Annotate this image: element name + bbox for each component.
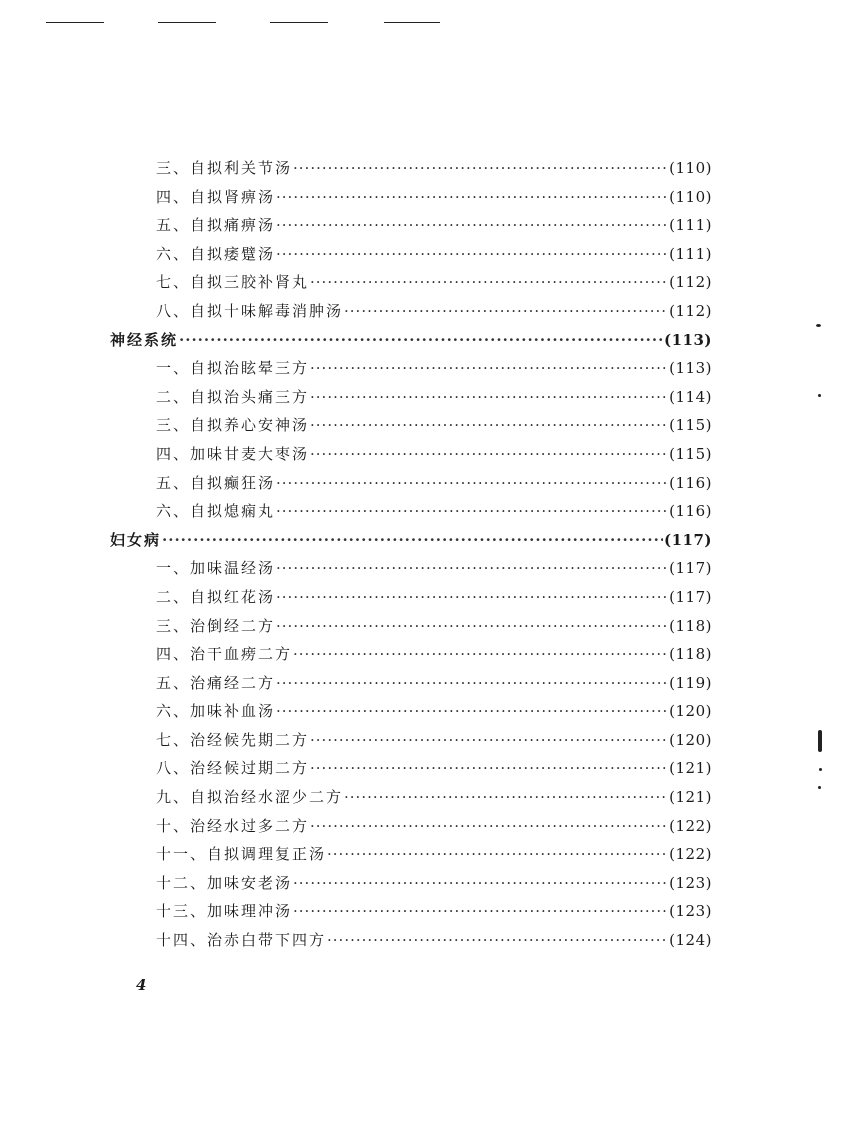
toc-entry[interactable] (110, 640, 712, 669)
dot-leader (310, 383, 668, 412)
toc-entry[interactable] (110, 583, 712, 612)
toc-entry[interactable] (110, 697, 712, 726)
dot-leader (327, 840, 668, 869)
toc-entry-page: (117) (663, 530, 712, 549)
toc-entry[interactable] (110, 612, 712, 641)
toc-entry-page: (110) (669, 187, 712, 206)
toc-entry-page: (119) (669, 673, 712, 692)
dot-leader (310, 726, 668, 755)
toc-entry-title: 一、加味温经汤 (156, 559, 276, 578)
toc-entry-page: (121) (669, 759, 712, 778)
toc-entry-title: 二、自拟红花汤 (156, 587, 276, 606)
toc-entry-page: (113) (669, 359, 712, 378)
dot-leader (293, 869, 668, 898)
toc-section-title: 妇女病 (110, 530, 162, 549)
toc-entry[interactable] (110, 411, 712, 440)
scan-speck (818, 394, 821, 397)
toc-entry-title: 四、自拟肾痹汤 (156, 187, 276, 206)
toc-section-title: 神经系统 (110, 330, 179, 349)
dot-leader (310, 754, 668, 783)
dot-leader (310, 411, 668, 440)
page-number: 4 (136, 976, 147, 994)
toc-section-heading[interactable] (110, 526, 712, 555)
toc-entry-title: 一、自拟治眩晕三方 (156, 359, 310, 378)
dot-leader (276, 583, 668, 612)
toc-entry-page: (111) (669, 216, 712, 235)
toc-entry[interactable] (110, 183, 712, 212)
dot-leader (327, 926, 668, 955)
toc-entry-title: 三、自拟利关节汤 (156, 159, 293, 177)
toc-entry-page: (118) (669, 645, 712, 664)
toc-entry[interactable] (110, 926, 712, 955)
toc-entry-page: (112) (669, 301, 712, 320)
toc-entry-page: (120) (669, 730, 712, 749)
dot-leader (310, 440, 668, 469)
toc-entry-title: 九、自拟治经水涩少二方 (156, 788, 344, 807)
toc-entry-title: 六、自拟熄痫丸 (156, 502, 276, 521)
toc-entry[interactable] (110, 354, 712, 383)
toc-entry-title: 十三、加味理冲汤 (156, 902, 293, 921)
scan-speck (819, 768, 822, 771)
dot-leader (310, 812, 668, 841)
toc-entry[interactable] (110, 440, 712, 469)
toc-entry-page: (110) (669, 159, 712, 177)
dot-leader (276, 669, 668, 698)
toc-entry-page: (118) (669, 616, 712, 635)
toc-entry[interactable] (110, 783, 712, 812)
header-rule-4 (384, 22, 440, 23)
toc-entry-title: 三、治倒经二方 (156, 616, 276, 635)
toc-section-heading[interactable] (110, 326, 712, 355)
table-of-contents (110, 154, 712, 955)
toc-entry-page: (124) (669, 931, 712, 950)
toc-entry[interactable] (110, 469, 712, 498)
toc-entry[interactable] (110, 669, 712, 698)
toc-entry-page: (123) (669, 873, 712, 892)
toc-entry-page: (122) (669, 845, 712, 864)
dot-leader (310, 268, 668, 297)
toc-entry[interactable] (110, 897, 712, 926)
toc-entry[interactable] (110, 754, 712, 783)
toc-entry-title: 五、自拟痛痹汤 (156, 216, 276, 235)
toc-entry-title: 十四、治赤白带下四方 (156, 931, 327, 950)
dot-leader (276, 554, 668, 583)
toc-entry-page: (115) (669, 444, 712, 463)
dot-leader (276, 183, 668, 212)
toc-entry-page: (117) (669, 559, 712, 578)
toc-entry-title: 十二、加味安老汤 (156, 873, 293, 892)
header-rule-3 (270, 22, 328, 23)
toc-entry[interactable] (110, 154, 712, 183)
toc-entry-page: (116) (669, 502, 712, 521)
toc-entry-page: (116) (669, 473, 712, 492)
toc-entry-page: (114) (669, 387, 712, 406)
toc-entry-title: 五、自拟癫狂汤 (156, 473, 276, 492)
header-rule-2 (158, 22, 216, 23)
toc-entry-title: 六、自拟痿躄汤 (156, 244, 276, 263)
toc-entry[interactable] (110, 240, 712, 269)
toc-entry-page: (123) (669, 902, 712, 921)
toc-entry[interactable] (110, 497, 712, 526)
toc-entry[interactable] (110, 383, 712, 412)
dot-leader (162, 526, 663, 555)
toc-entry-title: 二、自拟治头痛三方 (156, 387, 310, 406)
toc-entry-title: 四、治干血痨二方 (156, 645, 293, 664)
toc-entry[interactable] (110, 840, 712, 869)
dot-leader (276, 240, 668, 269)
scan-speck (816, 324, 821, 327)
scan-speck (818, 730, 822, 752)
toc-entry-title: 三、自拟养心安神汤 (156, 416, 310, 435)
dot-leader (276, 469, 668, 498)
dot-leader (344, 783, 668, 812)
toc-entry-title: 八、治经候过期二方 (156, 759, 310, 778)
dot-leader (276, 697, 668, 726)
dot-leader (276, 497, 668, 526)
toc-entry[interactable] (110, 869, 712, 898)
dot-leader (310, 354, 668, 383)
toc-entry-page: (122) (669, 816, 712, 835)
toc-entry-title: 六、加味补血汤 (156, 702, 276, 721)
toc-entry-page: (113) (663, 330, 712, 349)
toc-entry[interactable] (110, 726, 712, 755)
toc-entry[interactable] (110, 297, 712, 326)
toc-entry-title: 八、自拟十味解毒消肿汤 (156, 301, 344, 320)
toc-entry-title: 十一、自拟调理复正汤 (156, 845, 327, 864)
toc-entry-title: 七、自拟三胶补肾丸 (156, 273, 310, 292)
toc-entry-title: 十、治经水过多二方 (156, 816, 310, 835)
header-rule-1 (46, 22, 104, 23)
dot-leader (293, 897, 668, 926)
toc-entry-title: 四、加味甘麦大枣汤 (156, 444, 310, 463)
toc-entry[interactable] (110, 812, 712, 841)
dot-leader (293, 154, 668, 183)
dot-leader (179, 326, 663, 355)
toc-entry[interactable] (110, 211, 712, 240)
dot-leader (293, 640, 668, 669)
toc-entry-page: (121) (669, 788, 712, 807)
toc-entry-page: (111) (669, 244, 712, 263)
dot-leader (276, 211, 668, 240)
toc-entry-page: (112) (669, 273, 712, 292)
toc-entry[interactable] (110, 268, 712, 297)
toc-entry-page: (115) (669, 416, 712, 435)
toc-entry-title: 七、治经候先期二方 (156, 730, 310, 749)
toc-entry-page: (120) (669, 702, 712, 721)
toc-entry-page: (117) (669, 587, 712, 606)
scan-speck (818, 786, 821, 789)
toc-entry-title: 五、治痛经二方 (156, 673, 276, 692)
toc-entry[interactable] (110, 554, 712, 583)
dot-leader (276, 612, 668, 641)
dot-leader (344, 297, 668, 326)
